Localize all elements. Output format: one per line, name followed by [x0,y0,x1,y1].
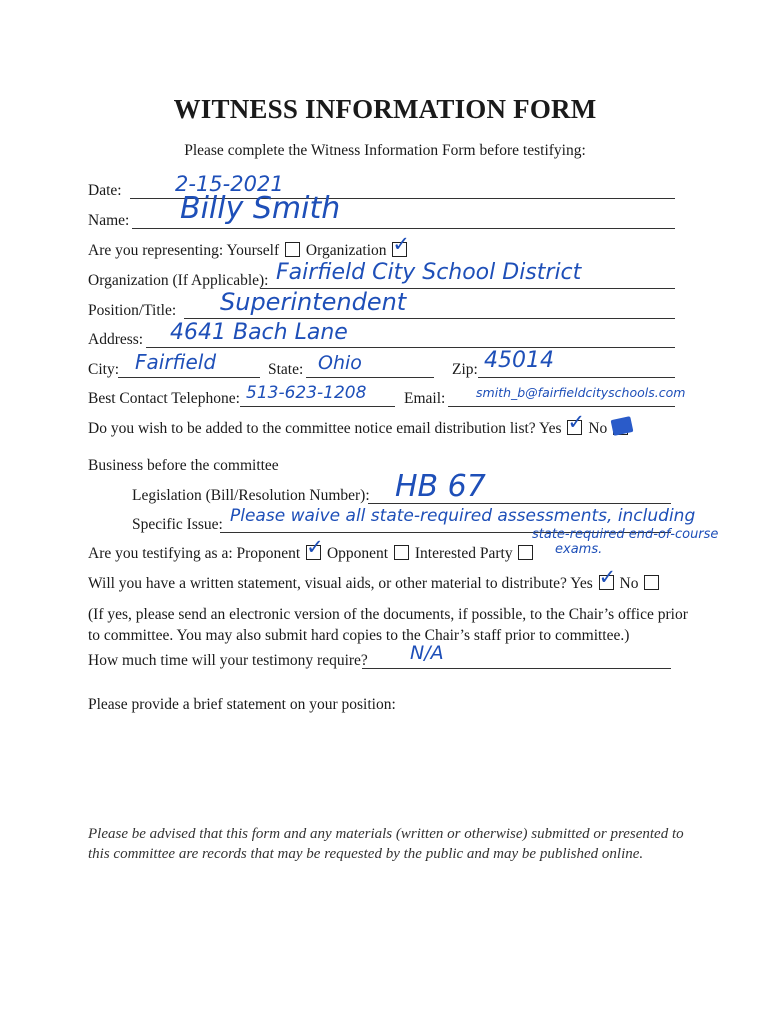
name-underline [132,228,675,229]
address-underline [146,347,675,348]
specific-issue-value-line2[interactable]: state-required end-of-course [532,527,719,542]
opponent-checkbox[interactable] [394,545,409,560]
organization-option-label: Organization [305,242,387,259]
scribble-icon [611,416,634,436]
form-subtitle: Please complete the Witness Information Form before testifying: [184,142,586,159]
zip-value[interactable]: 45014 [484,348,554,373]
testifying-label: Are you testifying as a: [88,545,233,562]
checkmark-icon: ✓ [392,232,411,256]
phone-underline [240,406,395,407]
time-value[interactable]: N/A [410,642,444,664]
address-value[interactable]: 4641 Bach Lane [170,320,348,345]
proponent-checkbox[interactable] [306,535,324,560]
phone-value[interactable]: 513-623-1208 [246,383,367,403]
state-label: State: [268,361,304,378]
distribution-row [88,410,630,439]
yourself-label: Yourself [226,242,280,259]
checkmark-icon: ✓ [567,410,586,434]
specific-issue-value-line1[interactable]: Please waive all state-required assessments, including [230,506,696,526]
page-title: WITNESS INFORMATION FORM [173,94,597,124]
checkmark-icon: ✓ [598,565,617,589]
written-no-checkbox[interactable] [644,575,659,590]
city-value[interactable]: Fairfield [135,350,217,374]
email-underline [448,406,675,407]
time-label: How much time will your testimony require? [88,652,368,669]
testifying-row [88,535,535,564]
brief-statement-label: Please provide a brief statement on your position: [88,696,396,713]
specific-issue-label: Specific Issue: [132,516,223,533]
name-value[interactable]: Billy Smith [180,191,341,226]
yourself-checkbox[interactable] [285,242,300,257]
legislation-value[interactable]: HB 67 [395,469,486,504]
state-underline [306,377,434,378]
instructions-line2: to committee. You may also submit hard copies to the Chair’s staff prior to committee.) [88,627,630,644]
email-label: Email: [404,390,446,407]
organization-checkbox[interactable] [392,232,411,257]
state-value[interactable]: Ohio [318,352,362,374]
city-label: City: [88,361,120,378]
name-label: Name: [88,212,130,229]
email-value[interactable]: smith_b@fairfieldcityschools.com [476,385,686,400]
zip-label: Zip: [452,361,478,378]
distribution-yes-label: Yes [539,420,562,437]
representing-label: Are you representing: [88,242,224,259]
address-label: Address: [88,331,144,348]
opponent-label: Opponent [326,545,389,562]
business-heading: Business before the committee [88,457,279,474]
legislation-label: Legislation (Bill/Resolution Number): [132,487,370,504]
organization-value[interactable]: Fairfield City School District [276,260,582,285]
written-no-label: No [619,575,639,592]
written-row [88,565,661,594]
distribution-yes-checkbox[interactable] [567,410,586,435]
representing-row [88,232,411,261]
disclaimer: Please be advised that this form and any materials (written or otherwise) submitted or presented to this committee are records that may be requested by the public and may be published online. [88,826,684,862]
position-label: Position/Title: [88,302,177,319]
specific-issue-value-line3[interactable]: exams. [555,542,603,557]
distribution-label: Do you wish to be added to the committee notice email distribution list? [88,420,536,437]
brief-statement-area[interactable] [88,720,678,810]
phone-label: Best Contact Telephone: [88,390,240,407]
organization-label: Organization (If Applicable): [88,272,269,289]
checkmark-icon: ✓ [306,535,324,559]
date-value[interactable]: 2-15-2021 [175,172,284,196]
zip-underline [478,377,675,378]
city-underline [118,377,260,378]
proponent-label: Proponent [236,545,301,562]
written-label: Will you have a written statement, visual aids, or other material to distribute? [88,575,567,592]
position-underline [184,318,675,319]
position-value[interactable]: Superintendent [220,288,407,316]
distribution-no-label: No [588,420,608,437]
date-label: Date: [88,182,122,199]
distribution-no-checkbox[interactable] [613,420,628,435]
time-underline [362,668,671,669]
written-yes-label: Yes [570,575,593,592]
instructions-line1: (If yes, please send an electronic version of the documents, if possible, to the Chair’s office prior [88,606,688,623]
interested-party-label: Interested Party [414,545,513,562]
interested-party-checkbox[interactable] [518,545,533,560]
written-yes-checkbox[interactable] [598,565,617,590]
